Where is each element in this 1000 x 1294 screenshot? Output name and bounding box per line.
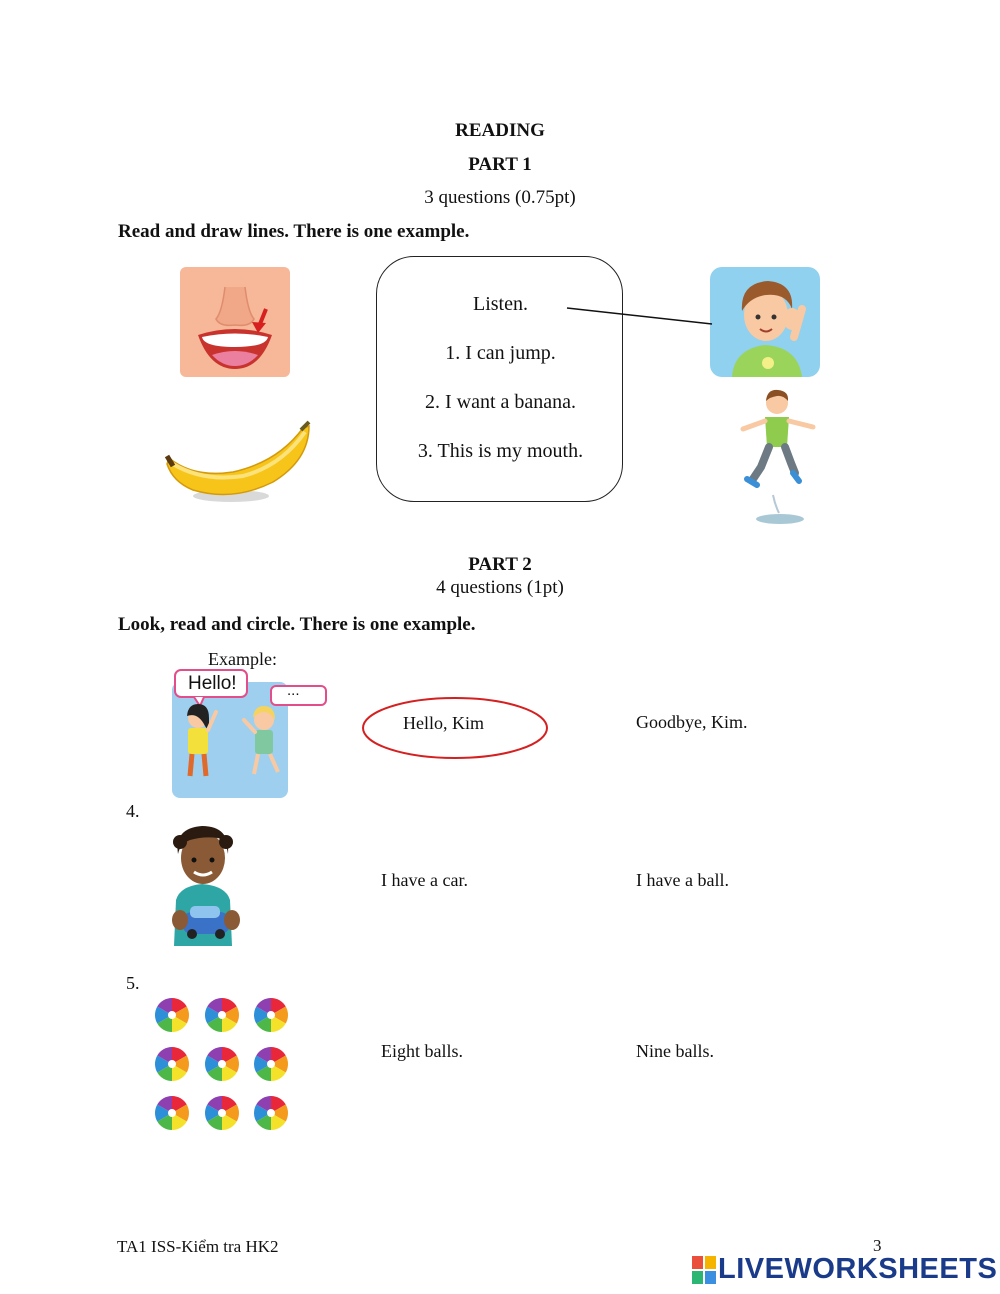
sentence-1[interactable]: 1. I can jump.: [445, 342, 556, 364]
example-speech-bubble-2: ...: [287, 682, 300, 699]
example-option-b[interactable]: Goodbye, Kim.: [636, 712, 748, 732]
beach-ball-icon: [254, 1096, 288, 1130]
q5-option-a[interactable]: Eight balls.: [381, 1041, 463, 1061]
beach-ball-icon: [254, 1047, 288, 1081]
part1-instruction: Read and draw lines. There is one example.: [118, 221, 470, 242]
part2-instruction: Look, read and circle. There is one example.: [118, 614, 476, 635]
beach-ball-icon: [205, 998, 239, 1032]
liveworksheets-logo-text: LIVEWORKSHEETS: [718, 1253, 998, 1285]
nine-balls-picture: [150, 995, 295, 1135]
part1-points: 3 questions (0.75pt): [424, 187, 576, 208]
q4-number: 4.: [126, 801, 140, 821]
page-number: 3: [873, 1236, 882, 1255]
beach-ball-icon: [155, 1047, 189, 1081]
q5-number: 5.: [126, 973, 140, 993]
beach-ball-icon: [155, 998, 189, 1032]
q5-option-b[interactable]: Nine balls.: [636, 1041, 714, 1061]
beach-ball-icon: [155, 1096, 189, 1130]
example-option-a[interactable]: Hello, Kim: [403, 713, 484, 733]
section-heading: READING: [455, 120, 545, 141]
q4-option-b[interactable]: I have a ball.: [636, 870, 729, 890]
q4-option-a[interactable]: I have a car.: [381, 870, 468, 890]
example-speech-bubble: Hello!: [188, 673, 237, 694]
sentence-2[interactable]: 2. I want a banana.: [424, 391, 577, 413]
example-label: Example:: [208, 649, 277, 669]
example-sentence[interactable]: Listen.: [473, 293, 528, 315]
part2-title: PART 2: [468, 554, 532, 575]
sentence-3[interactable]: 3. This is my mouth.: [417, 440, 584, 462]
beach-ball-icon: [254, 998, 288, 1032]
beach-ball-icon: [205, 1047, 239, 1081]
beach-ball-icon: [205, 1096, 239, 1130]
part1-title: PART 1: [468, 154, 532, 175]
footer-left-text: TA1 ISS-Kiểm tra HK2: [117, 1237, 279, 1256]
liveworksheets-logo[interactable]: [692, 1253, 997, 1286]
part2-points: 4 questions (1pt): [436, 577, 564, 598]
boy-with-car-picture: [160, 820, 245, 948]
liveworksheets-mark-icon: [692, 1256, 716, 1284]
